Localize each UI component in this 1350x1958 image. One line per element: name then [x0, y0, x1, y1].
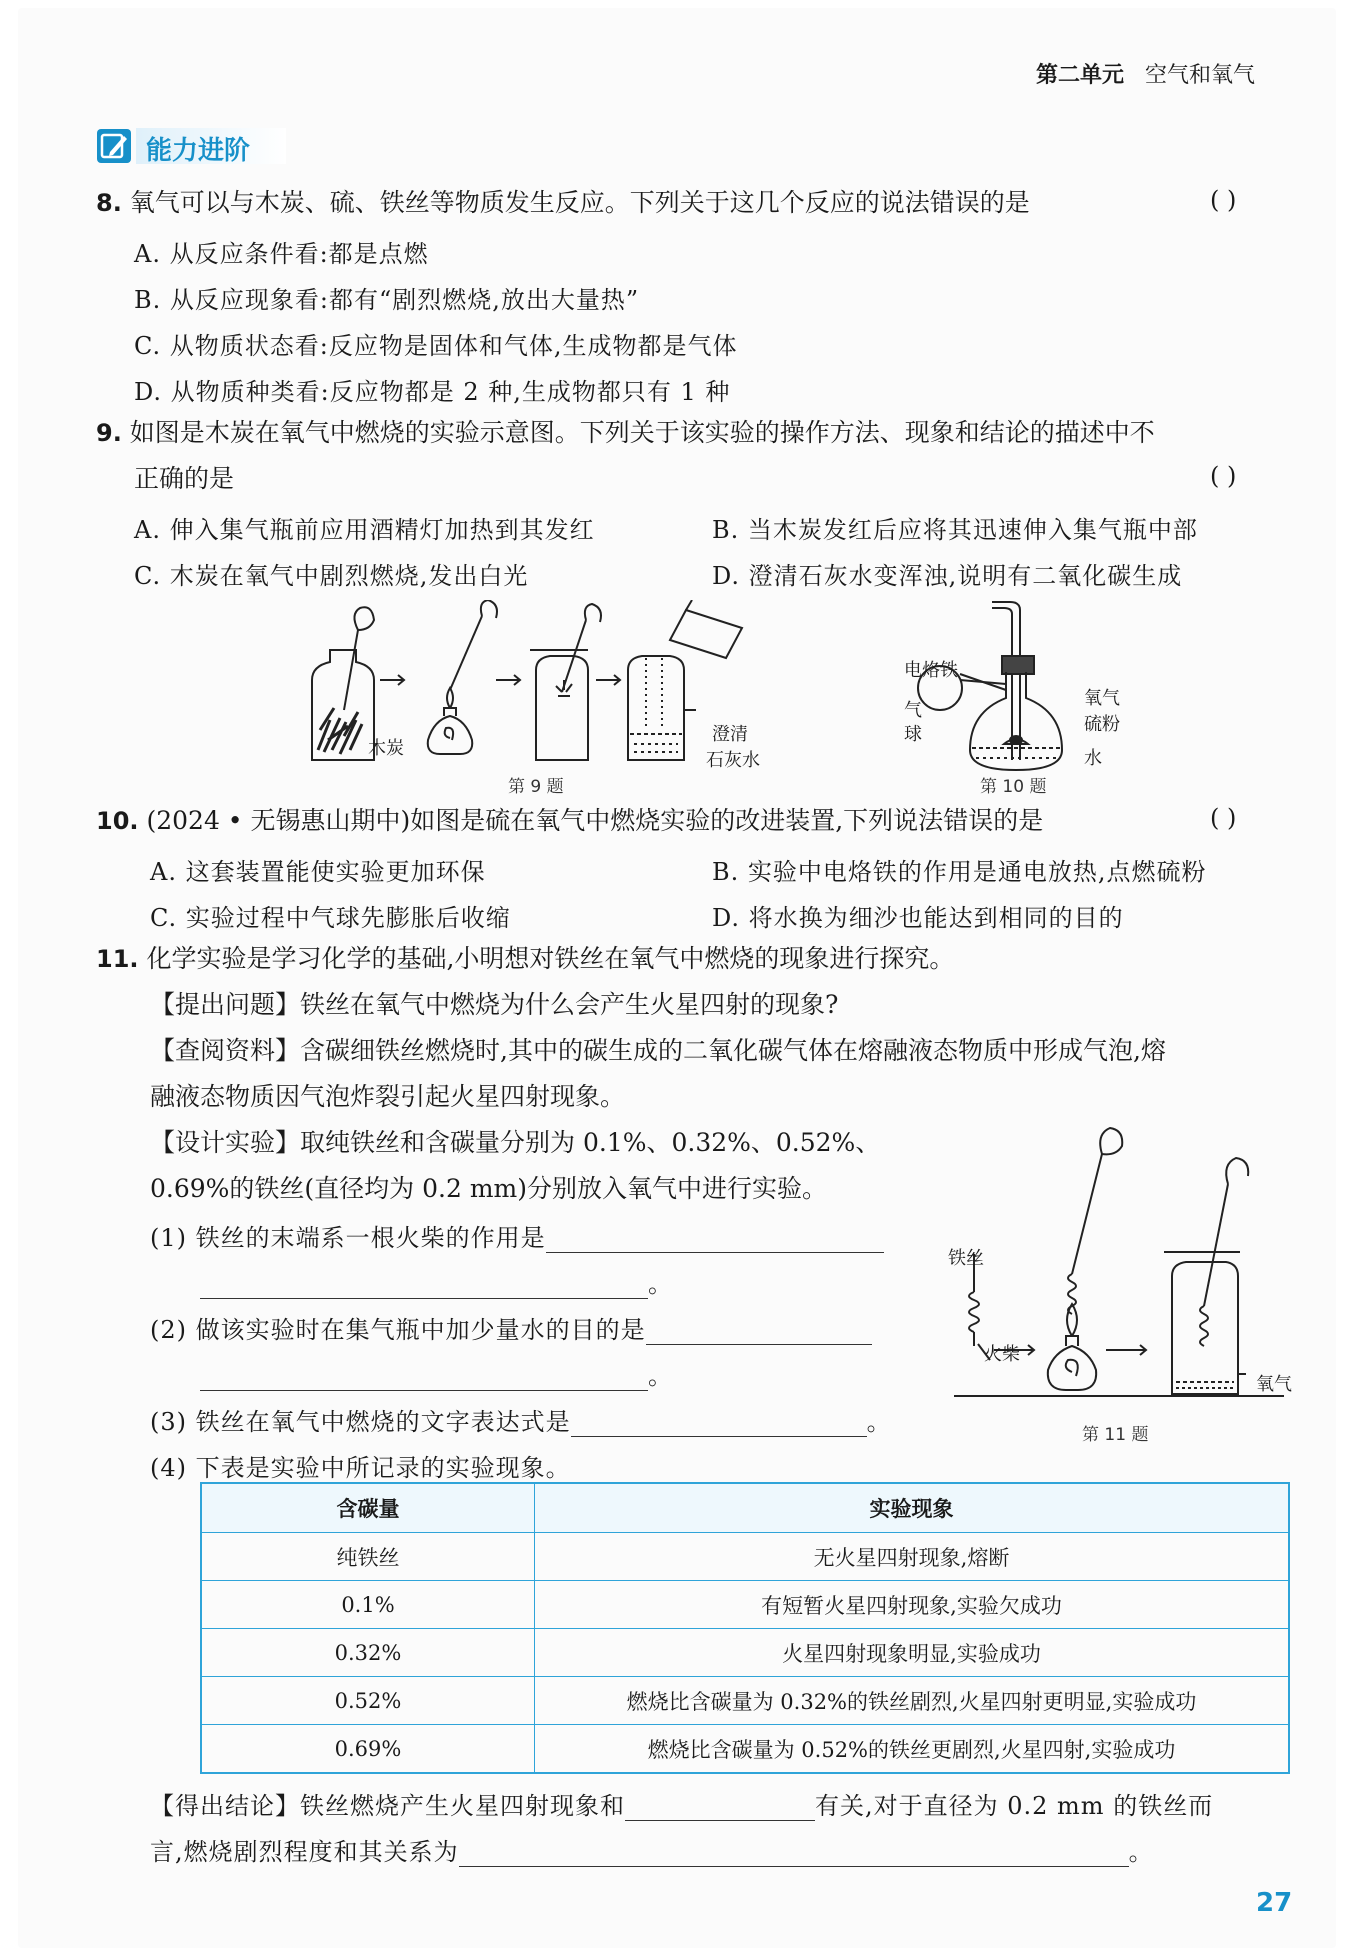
- q11-problem: [150, 988, 838, 1022]
- table-cell-phenomenon: 有短暂火星四射现象,实验欠成功: [535, 1581, 1290, 1629]
- table-row: [201, 1581, 1289, 1629]
- q10-option-a: A. 这套装置能使实验更加环保: [150, 858, 486, 886]
- q11-problem-tag: 【提出问题】: [150, 990, 301, 1019]
- q11-conclusion-blank2[interactable]: [459, 1840, 1129, 1867]
- q11-conclusion-line1: [150, 1786, 1213, 1821]
- q11-part1-text: (1) 铁丝的末端系一根火柴的作用是: [150, 1224, 546, 1252]
- table-header-row: [201, 1483, 1289, 1533]
- q11-reference-text1: 含碳细铁丝燃烧时,其中的碳生成的二氧化碳气体在熔融液态物质中形成气泡,熔: [300, 1036, 1166, 1065]
- q11-part2-blank[interactable]: [646, 1318, 872, 1345]
- q11-part2-text: (2) 做该实验时在集气瓶中加少量水的目的是: [150, 1316, 646, 1344]
- fig10-label-balloon-line2: 球: [904, 724, 922, 745]
- table-row: [201, 1533, 1289, 1581]
- q8-option-d: D. 从物质种类看:反应物都是 2 种,生成物都只有 1 种: [134, 378, 731, 406]
- q9-option-b: B. 当木炭发红后应将其迅速伸入集气瓶中部: [712, 516, 1198, 544]
- table-cell-carbon: 0.69%: [201, 1725, 535, 1774]
- q8-stem-text: 氧气可以与木炭、硫、铁丝等物质发生反应。下列关于这几个反应的说法错误的是: [129, 188, 1030, 217]
- q11-stem-text: 化学实验是学习化学的基础,小明想对铁丝在氧气中燃烧的现象进行探究。: [146, 944, 955, 973]
- q11-part3-blank[interactable]: [571, 1410, 867, 1437]
- q8-option-b: B. 从反应现象看:都有“剧烈燃烧,放出大量热”: [134, 286, 640, 314]
- table-cell-carbon: 0.32%: [201, 1629, 535, 1677]
- q11-conclusion-line2: [150, 1832, 1154, 1867]
- q8-answer-bracket: ( ): [1210, 186, 1237, 214]
- q8-option-a: A. 从反应条件看:都是点燃: [134, 240, 429, 268]
- q11-part1: [150, 1218, 884, 1253]
- q10-answer-bracket: ( ): [1210, 804, 1237, 832]
- q11-part2-continue: [200, 1356, 673, 1391]
- fig9-caption: 第 9 题: [508, 777, 564, 797]
- q8-option-c: C. 从物质状态看:反应物是固体和气体,生成物都是气体: [134, 332, 738, 360]
- table-header-phenomenon: 实验现象: [535, 1483, 1290, 1533]
- table-row: [201, 1629, 1289, 1677]
- table-cell-phenomenon: 无火星四射现象,熔断: [535, 1533, 1290, 1581]
- q9-answer-bracket: ( ): [1210, 462, 1237, 490]
- q11-design-line1: [150, 1126, 880, 1160]
- q11-part2-blank2[interactable]: [200, 1364, 648, 1391]
- figure-11: [950, 1124, 1290, 1414]
- q11-part3-period: 。: [866, 1408, 892, 1436]
- fig10-label-sulfur: 硫粉: [1084, 714, 1120, 735]
- q10-stem-text: (2024 • 无锡惠山期中)如图是硫在氧气中燃烧实验的改进装置,下列说法错误的是: [146, 806, 1044, 835]
- q11-part3-text: (3) 铁丝在氧气中燃烧的文字表达式是: [150, 1408, 571, 1436]
- q11-reference-tag: 【查阅资料】: [150, 1036, 301, 1065]
- table-cell-carbon: 0.52%: [201, 1677, 535, 1725]
- q11-conclusion-tag: 【得出结论】: [150, 1792, 300, 1820]
- q9-number: 9.: [96, 419, 122, 447]
- table-cell-phenomenon: 燃烧比含碳量为 0.52%的铁丝更剧烈,火星四射,实验成功: [535, 1725, 1290, 1774]
- q11-design-tag: 【设计实验】: [150, 1128, 301, 1157]
- q9-stem-line1: 如图是木炭在氧气中燃烧的实验示意图。下列关于该实验的操作方法、现象和结论的描述中不: [129, 418, 1155, 447]
- section-title: 能力进阶: [146, 136, 251, 166]
- q11-part1-blank[interactable]: [546, 1226, 884, 1253]
- q10-option-d: D. 将水换为细沙也能达到相同的目的: [712, 904, 1124, 932]
- q11-part3: [150, 1402, 892, 1437]
- q8-number: 8.: [96, 189, 122, 217]
- fig11-label-oxygen: 氧气: [1256, 1374, 1292, 1395]
- q9-stem-line2: 正确的是: [134, 464, 235, 493]
- table-header-carbon: 含碳量: [201, 1483, 535, 1533]
- fig11-label-wire: 铁丝: [948, 1248, 984, 1269]
- q11-part4: (4) 下表是实验中所记录的实验现象。: [150, 1454, 571, 1482]
- q10-option-c: C. 实验过程中气球先膨胀后收缩: [150, 904, 511, 932]
- fig11-caption: 第 11 题: [1082, 1425, 1149, 1445]
- fig9-label-limewater-line1: 澄清: [712, 724, 748, 745]
- running-header: [1036, 58, 1255, 89]
- q11-conclusion-text3: 言,燃烧剧烈程度和其关系为: [150, 1838, 459, 1866]
- fig10-caption: 第 10 题: [980, 777, 1047, 797]
- q10-number: 10.: [96, 807, 139, 835]
- q11-problem-text: 铁丝在氧气中燃烧为什么会产生火星四射的现象?: [300, 990, 839, 1019]
- fig10-label-water: 水: [1084, 748, 1102, 769]
- table-cell-phenomenon: 火星四射现象明显,实验成功: [535, 1629, 1290, 1677]
- fig11-label-match: 火柴: [984, 1344, 1020, 1365]
- q11-part1-continue: [200, 1264, 673, 1299]
- fig10-label-oxygen: 氧气: [1084, 688, 1120, 709]
- header-unit: 第二单元: [1036, 63, 1125, 88]
- q11-conclusion-text2: 有关,对于直径为 0.2 mm 的铁丝而: [815, 1792, 1214, 1820]
- table-cell-phenomenon: 燃烧比含碳量为 0.32%的铁丝剧烈,火星四射更明显,实验成功: [535, 1677, 1290, 1725]
- q11-conclusion-text1: 铁丝燃烧产生火星四射现象和: [300, 1792, 625, 1820]
- q11-reference-line1: [150, 1034, 1166, 1068]
- experiment-table: [200, 1482, 1290, 1774]
- pencil-icon: [96, 128, 132, 164]
- q11-conclusion-period: 。: [1128, 1838, 1154, 1866]
- table-cell-carbon: 0.1%: [201, 1581, 535, 1629]
- table-row: [201, 1725, 1289, 1774]
- q11-number: 11.: [96, 945, 139, 973]
- q11-part1-blank2[interactable]: [200, 1272, 648, 1299]
- q9-stem: [96, 416, 1155, 450]
- q10-stem: [96, 804, 1043, 838]
- header-topic: 空气和氧气: [1145, 63, 1256, 88]
- q9-option-d: D. 澄清石灰水变浑浊,说明有二氧化碳生成: [712, 562, 1183, 590]
- q11-conclusion-blank1[interactable]: [625, 1794, 815, 1821]
- table-cell-carbon: 纯铁丝: [201, 1533, 535, 1581]
- page-number: 27: [1256, 1888, 1293, 1918]
- fig10-label-soldering-iron: 电烙铁: [904, 660, 958, 681]
- q9-option-a: A. 伸入集气瓶前应用酒精灯加热到其发红: [134, 516, 595, 544]
- fig10-label-balloon-line1: 气: [904, 700, 922, 721]
- q8-stem: [96, 186, 1030, 220]
- q11-part2-period: 。: [648, 1362, 673, 1390]
- fig9-label-limewater-line2: 石灰水: [706, 750, 760, 771]
- q10-option-b: B. 实验中电烙铁的作用是通电放热,点燃硫粉: [712, 858, 1207, 886]
- q11-stem: [96, 942, 954, 976]
- q11-design-line2: 0.69%的铁丝(直径均为 0.2 mm)分别放入氧气中进行实验。: [150, 1174, 827, 1203]
- q9-option-c: C. 木炭在氧气中剧烈燃烧,发出白光: [134, 562, 529, 590]
- q11-part1-period: 。: [648, 1270, 673, 1298]
- fig9-label-charcoal: 木炭: [368, 738, 404, 759]
- table-row: [201, 1677, 1289, 1725]
- q11-reference-line2: 融液态物质因气泡炸裂引起火星四射现象。: [150, 1082, 626, 1111]
- q11-part2: [150, 1310, 872, 1345]
- q11-design-text1: 取纯铁丝和含碳量分别为 0.1%、0.32%、0.52%、: [300, 1128, 881, 1157]
